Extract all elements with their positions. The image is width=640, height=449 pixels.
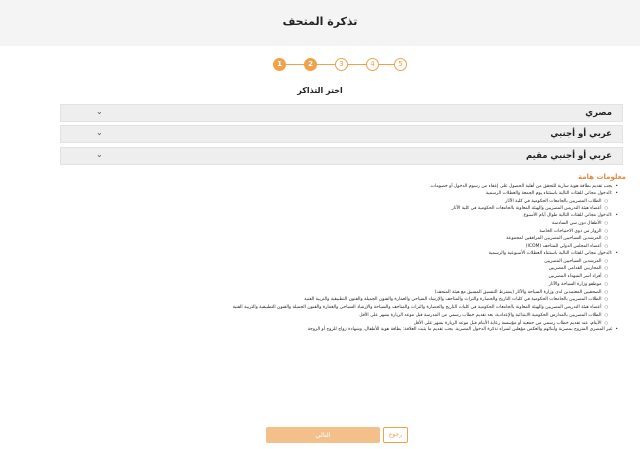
info-subitem: ○ الطلاب المصريين بالمدارس الحكومية الابتدائية والإعدادية، بعد تقديم خطاب رسمي من المدرسة قبل موعد الزيارة بشهر على الأقل bbox=[38, 312, 618, 320]
step-connector bbox=[317, 64, 337, 65]
section-title: اختر التذاكر bbox=[297, 86, 343, 95]
chevron-down-icon: ⌄ bbox=[96, 107, 103, 116]
back-button[interactable]: رجوع bbox=[383, 427, 408, 443]
info-subitem: ○ أفراد أسر الشهداء المصريين bbox=[38, 273, 618, 281]
info-subitem: ○ أعضاء هيئة التدريس المصريين والهيئة المعاونة بالجامعات الحكومية في كلية الآثار bbox=[38, 205, 618, 213]
page-header bbox=[0, 0, 640, 46]
info-subitem: ○ أعضاء هيئة التدريس المصريين والهيئة المعاونة بالجامعات الحكومية في كليات التاريخ والحضارة والتراث والمتاحف والسياحة والإرشاد السياحي والعمارة والفنون الجميلة والفنون التطبيقية والتربية الفنية bbox=[38, 304, 618, 312]
info-subitem: ○ الأطفال دون سن السادسة bbox=[38, 220, 618, 228]
info-subitem: ○ الصحفيين المعتمدين لدى وزارة السياحة والآثار (يشترط التنسيق المسبق مع هيئة المتحف) bbox=[38, 289, 618, 297]
step-4: 4 bbox=[366, 58, 379, 71]
page-title: تذكرة المتحف bbox=[282, 15, 358, 28]
info-subitem: ○ المحاربين القدامى المصريين bbox=[38, 265, 618, 273]
step-2: 2 bbox=[304, 58, 317, 71]
category-accordion-arab-foreign[interactable] bbox=[60, 125, 623, 143]
step-connector bbox=[348, 64, 368, 65]
step-3: 3 bbox=[335, 58, 348, 71]
category-accordion-egyptian[interactable] bbox=[60, 104, 623, 122]
info-subitem: ○ أعضاء المجلس الدولي للمتاحف (ICOM) bbox=[38, 243, 618, 251]
info-subitem: ○ الطلاب المصريين بالجامعات الحكومية في كليات التاريخ والحضارة والتراث والمتاحف والإرشاد السياحي والعمارة والفنون الجميلة والفنون التطبيقية والتربية الفنية bbox=[38, 296, 618, 304]
info-subitem: ○ موظفو وزارة السياحة والآثار bbox=[38, 281, 618, 289]
next-button[interactable]: التالي bbox=[266, 427, 380, 443]
chevron-down-icon: ⌄ bbox=[96, 150, 103, 159]
step-connector bbox=[286, 64, 306, 65]
info-subitem: ○ المرشدين السياحيين المصريين bbox=[38, 258, 618, 266]
important-info-list bbox=[38, 184, 618, 334]
step-connector bbox=[379, 64, 394, 65]
category-accordion-arab-foreign-resident[interactable] bbox=[60, 147, 623, 165]
info-subitem: ○ المرشدين السياحيين المصريين المرافقين لمجموعة bbox=[38, 235, 618, 243]
step-5: 5 bbox=[394, 58, 407, 71]
info-subitem: ○ الطلاب المصريين بالجامعات الحكومية في كلية الآثار bbox=[38, 198, 618, 206]
info-item: • :الدخول مجاني للفئات التالية باستثناء يوم الجمعة والعطلات الرسمية bbox=[38, 191, 618, 198]
info-item: • غير المصري المتزوج بمصرية وأبنائهم والعكس مؤهلين لشراء تذكرة الدخول المصرية. يجب تقديم ما يثبت العلاقة: بطاقة هوية للأطفال، وشهادة زواج للزوج أو الزوجة bbox=[38, 327, 618, 334]
category-label: عربي أو أجنبي مقيم bbox=[525, 151, 612, 161]
step-1: 1 bbox=[273, 58, 286, 71]
progress-stepper bbox=[273, 58, 407, 72]
category-label: عربي أو أجنبي bbox=[550, 129, 612, 139]
info-subitem: ○ الزوار من ذوي الاحتياجات الخاصة bbox=[38, 228, 618, 236]
info-item: • :الدخول مجاني للفئات التالية باستثناء العطلات الأسبوعية والرسمية bbox=[38, 251, 618, 258]
important-info-title: معلومات هامة bbox=[577, 173, 626, 181]
info-subitem: ○ الأيتام، عند تقديم خطاب رسمي من جمعية أو مؤسسة رعاية الأيتام قبل موعد الزيارة بشهر على الأقل bbox=[38, 320, 618, 328]
info-item: • يجب تقديم بطاقة هوية سارية للتحقق من أهلية الحصول على إعفاء من رسوم الدخول أو خصومات. bbox=[38, 184, 618, 191]
category-label: مصري bbox=[585, 108, 612, 118]
info-item: • :الدخول مجاني للفئات التالية طوال أيام الأسبوع bbox=[38, 213, 618, 220]
chevron-down-icon: ⌄ bbox=[96, 128, 103, 137]
